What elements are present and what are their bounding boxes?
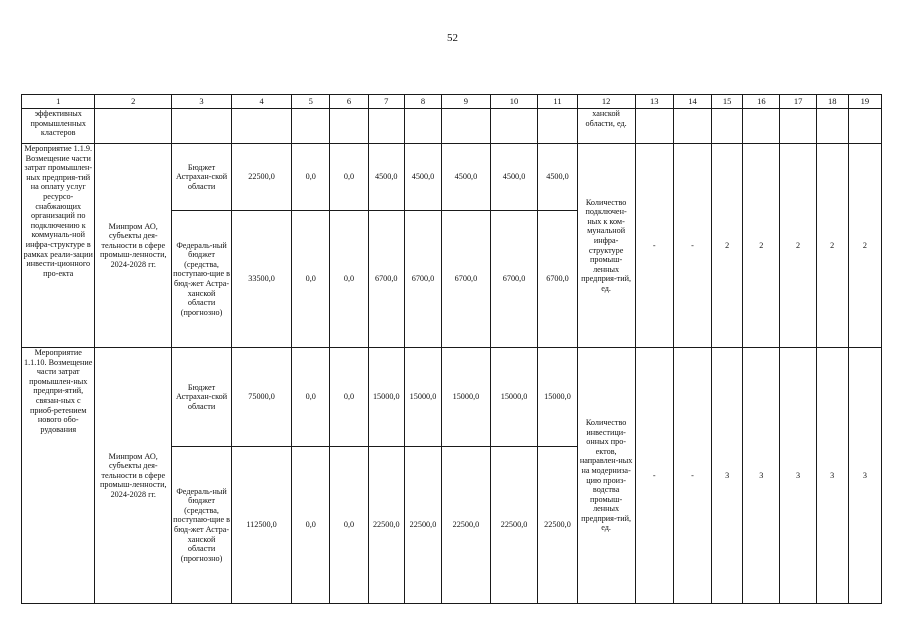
- table-row: [22, 144, 882, 211]
- header-cell: 19: [848, 95, 881, 109]
- target-value: 2: [848, 144, 881, 348]
- amount-total: 33500,0: [232, 211, 292, 348]
- empty-cell: [712, 109, 743, 144]
- amount-year: 6700,0: [538, 211, 577, 348]
- funding-source: Федераль-ный бюджет (средства, поступаю-щие в бюд-жет Астра-ханской области (прогнозно): [172, 447, 232, 604]
- header-cell: 18: [816, 95, 848, 109]
- executor: Минпром АО, субъекты дея-тельности в сфере промыш-ленности, 2024-2028 гг.: [95, 144, 172, 348]
- empty-cell: [816, 109, 848, 144]
- amount-year: 6700,0: [368, 211, 404, 348]
- header-cell: 4: [232, 95, 292, 109]
- amount-year: 15000,0: [404, 348, 441, 447]
- amount-year: 22500,0: [442, 447, 491, 604]
- empty-cell: [172, 109, 232, 144]
- amount-year: 0,0: [292, 144, 330, 211]
- page-number: 52: [447, 32, 458, 44]
- amount-year: 22500,0: [538, 447, 577, 604]
- empty-cell: [743, 109, 780, 144]
- header-cell: 12: [577, 95, 635, 109]
- amount-year: 4500,0: [404, 144, 441, 211]
- target-value: 2: [743, 144, 780, 348]
- amount-total: 112500,0: [232, 447, 292, 604]
- header-cell: 6: [330, 95, 368, 109]
- amount-year: 22500,0: [490, 447, 538, 604]
- header-cell: 11: [538, 95, 577, 109]
- amount-year: 0,0: [292, 211, 330, 348]
- header-cell: 15: [712, 95, 743, 109]
- amount-year: 6700,0: [490, 211, 538, 348]
- target-value: -: [673, 144, 711, 348]
- empty-cell: [490, 109, 538, 144]
- empty-cell: [848, 109, 881, 144]
- header-cell: 2: [95, 95, 172, 109]
- empty-cell: [368, 109, 404, 144]
- header-cell: 3: [172, 95, 232, 109]
- empty-cell: [673, 109, 711, 144]
- amount-year: 4500,0: [538, 144, 577, 211]
- amount-year: 0,0: [330, 211, 368, 348]
- amount-year: 6700,0: [404, 211, 441, 348]
- funding-source: Федераль-ный бюджет (средства, поступаю-щие в бюд-жет Астра-ханской области (прогнозно): [172, 211, 232, 348]
- empty-cell: [404, 109, 441, 144]
- target-value: 3: [743, 348, 780, 604]
- amount-total: 22500,0: [232, 144, 292, 211]
- amount-year: 22500,0: [404, 447, 441, 604]
- amount-total: 75000,0: [232, 348, 292, 447]
- amount-year: 0,0: [330, 144, 368, 211]
- amount-year: 0,0: [292, 348, 330, 447]
- measure-name: Мероприятие 1.1.9. Возмещение части затрат промышлен-ных предприя-тий на оплату услуг ресурсо-снабжающих организаций по подключению к коммуналь-ной инфра-структуре в рамках реали-зации инвести-ционного про-екта: [22, 144, 95, 348]
- header-cell: 16: [743, 95, 780, 109]
- executor: Минпром АО, субъекты дея-тельности в сфере промыш-ленности, 2024-2028 гг.: [95, 348, 172, 604]
- empty-cell: [232, 109, 292, 144]
- table-row: [22, 348, 882, 447]
- target-value: 3: [848, 348, 881, 604]
- empty-cell: [95, 109, 172, 144]
- amount-year: 15000,0: [368, 348, 404, 447]
- header-cell: 10: [490, 95, 538, 109]
- amount-year: 0,0: [292, 447, 330, 604]
- target-value: 2: [712, 144, 743, 348]
- empty-cell: [292, 109, 330, 144]
- empty-cell: [330, 109, 368, 144]
- header-row: [22, 95, 882, 109]
- header-cell: 17: [780, 95, 816, 109]
- target-value: 2: [780, 144, 816, 348]
- measure-name: эффективных промышленных кластеров: [22, 109, 95, 144]
- target-value: -: [673, 348, 711, 604]
- continuation-row: [22, 109, 882, 144]
- target-value: 3: [712, 348, 743, 604]
- amount-year: 4500,0: [368, 144, 404, 211]
- header-cell: 1: [22, 95, 95, 109]
- program-measures-table: [21, 94, 882, 604]
- amount-year: 15000,0: [538, 348, 577, 447]
- target-value: -: [635, 348, 673, 604]
- empty-cell: [635, 109, 673, 144]
- empty-cell: [538, 109, 577, 144]
- header-cell: 5: [292, 95, 330, 109]
- target-value: 2: [816, 144, 848, 348]
- empty-cell: [442, 109, 491, 144]
- header-cell: 7: [368, 95, 404, 109]
- amount-year: 4500,0: [490, 144, 538, 211]
- header-cell: 14: [673, 95, 711, 109]
- funding-source: Бюджет Астрахан-ской области: [172, 348, 232, 447]
- amount-year: 4500,0: [442, 144, 491, 211]
- indicator-name: Количество подключен-ных к ком-мунальной инфра-структуре промыш-ленных предприя-тий, ед.: [577, 144, 635, 348]
- amount-year: 22500,0: [368, 447, 404, 604]
- target-value: -: [635, 144, 673, 348]
- target-value: 3: [780, 348, 816, 604]
- header-cell: 8: [404, 95, 441, 109]
- indicator-name: ханской области, ед.: [577, 109, 635, 144]
- amount-year: 6700,0: [442, 211, 491, 348]
- empty-cell: [780, 109, 816, 144]
- amount-year: 15000,0: [442, 348, 491, 447]
- measure-name: Мероприятие 1.1.10. Возмещение части затрат промышлен-ных предпри-ятий, связан-ных с приоб-ретением нового обо-рудования: [22, 348, 95, 604]
- target-value: 3: [816, 348, 848, 604]
- header-cell: 13: [635, 95, 673, 109]
- header-cell: 9: [442, 95, 491, 109]
- indicator-name: Количество инвестици-онных про-ектов, направлен-ных на модерниза-цию произ-водства промыш-ленных предприя-тий, ед.: [577, 348, 635, 604]
- amount-year: 0,0: [330, 348, 368, 447]
- amount-year: 0,0: [330, 447, 368, 604]
- funding-source: Бюджет Астрахан-ской области: [172, 144, 232, 211]
- amount-year: 15000,0: [490, 348, 538, 447]
